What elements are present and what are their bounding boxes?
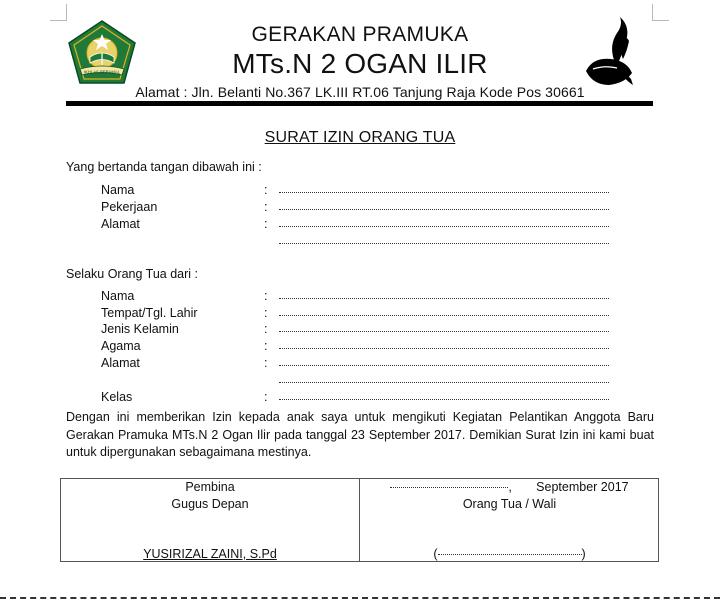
emblem-banner-text: IKHLAS BERAMAL (83, 69, 121, 75)
school-name: MTs.N 2 OGAN ILIR (232, 48, 488, 79)
field-label: Agama (101, 339, 141, 353)
permission-statement: Dengan ini memberikan Izin kepada anak saya untuk mengikuti Kegiatan Pelantikan Anggota Baru Gerakan Pramuka MTs.N 2 Ogan Ilir pada tanggal 23 September 2017. Demikian Surat Izin ini kami buat untuk dipergunakan sebagaimana mestinya. (66, 410, 654, 459)
field-label: Nama (101, 183, 135, 197)
supervisor-name: YUSIRIZAL ZAINI, S.Pd (143, 547, 277, 561)
signing-date[interactable] (360, 480, 659, 494)
fill-in-line[interactable] (279, 209, 609, 210)
fill-in-line[interactable] (279, 298, 609, 299)
crop-mark-top-left (50, 4, 67, 21)
guardian-role: Orang Tua / Wali (462, 497, 557, 511)
field-colon: : (264, 306, 268, 320)
open-paren: ( (433, 547, 438, 561)
field-label: Kelas (101, 390, 133, 404)
field-label: Alamat (101, 356, 140, 370)
fill-in-line[interactable] (279, 399, 609, 400)
document-title: SURAT IZIN ORANG TUA (264, 129, 456, 146)
tunas-kelapa-icon (583, 15, 639, 91)
field-label: Alamat (101, 217, 140, 231)
close-paren: ) (581, 547, 586, 561)
child-intro: Selaku Orang Tua dari : (66, 267, 199, 281)
child-address-line-2[interactable] (279, 382, 609, 383)
organization-name: GERAKAN PRAMUKA (251, 23, 469, 46)
child-name-field[interactable] (101, 289, 621, 306)
school-address: Alamat : Jln. Belanti No.367 LK.III RT.06 Tanjung Raja Kode Pos 30661 (135, 84, 585, 100)
parent-address-field[interactable] (101, 217, 621, 234)
date-fill-line[interactable] (390, 487, 508, 488)
fill-in-line[interactable] (279, 365, 609, 366)
field-colon: : (264, 289, 268, 303)
field-label: Nama (101, 289, 135, 303)
field-colon: : (264, 390, 268, 404)
date-comma: , (508, 480, 512, 494)
supervisor-unit: Gugus Depan (171, 497, 249, 511)
field-label: Tempat/Tgl. Lahir (101, 306, 198, 320)
field-label: Pekerjaan (101, 200, 158, 214)
child-gender-field[interactable] (101, 322, 621, 339)
fill-in-line[interactable] (279, 331, 609, 332)
parent-intro: Yang bertanda tangan dibawah ini : (66, 160, 262, 174)
header-divider (66, 101, 653, 106)
parent-name-field[interactable] (101, 183, 621, 200)
field-colon: : (264, 217, 268, 231)
parent-address-line-2[interactable] (279, 243, 609, 244)
child-class-field[interactable] (101, 390, 621, 407)
fill-in-line[interactable] (279, 192, 609, 193)
child-religion-field[interactable] (101, 339, 621, 356)
guardian-name-line[interactable] (438, 554, 582, 555)
child-address-field[interactable] (101, 356, 621, 373)
field-colon: : (264, 200, 268, 214)
cut-line (0, 597, 720, 599)
field-colon: : (264, 356, 268, 370)
date-month-year: September 2017 (536, 480, 629, 494)
fill-in-line[interactable] (279, 226, 609, 227)
field-colon: : (264, 322, 268, 336)
guardian-name-slot[interactable] (360, 547, 659, 561)
field-label: Jenis Kelamin (101, 322, 179, 336)
child-birth-field[interactable] (101, 306, 621, 323)
crop-mark-top-right (652, 4, 669, 21)
parent-occupation-field[interactable] (101, 200, 621, 217)
field-colon: : (264, 183, 268, 197)
field-colon: : (264, 339, 268, 353)
fill-in-line[interactable] (279, 315, 609, 316)
supervisor-role: Pembina (185, 480, 235, 494)
fill-in-line[interactable] (279, 348, 609, 349)
